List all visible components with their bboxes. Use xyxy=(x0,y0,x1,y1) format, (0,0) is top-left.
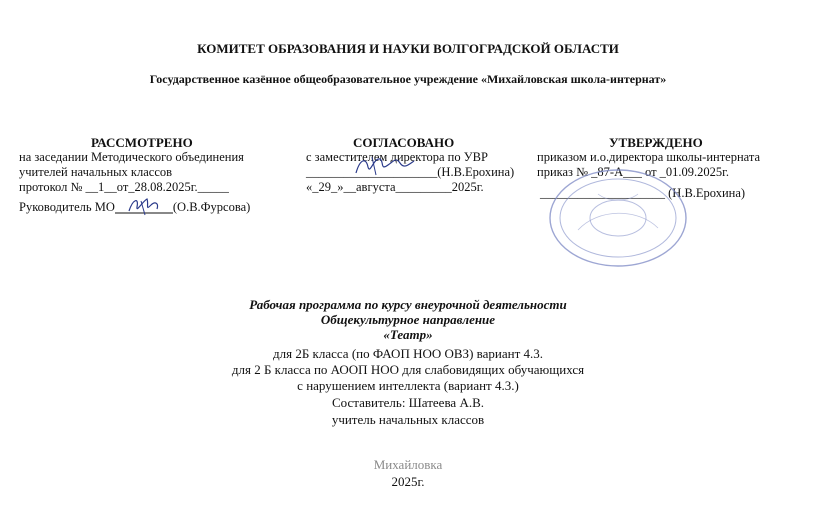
signature-fursova xyxy=(115,195,173,221)
program-class-line3: с нарушением интеллекта (вариант 4.3.) xyxy=(297,378,519,393)
institution-name: Государственное казённое общеобразовательное учреждение «Михайловская школа-интернат» xyxy=(149,72,667,86)
program-title: Рабочая программа по курсу внеурочной деятельности xyxy=(249,297,567,312)
program-class-line: для 2Б класса (по ФАОП НОО ОВЗ) вариант 4.3. xyxy=(272,346,543,361)
agreed-signature-row xyxy=(306,165,514,180)
reviewed-head-name: (О.В.Фурсова) xyxy=(172,199,251,214)
reviewed-head-prefix: Руководитель МО xyxy=(19,199,115,214)
program-name: «Театр» xyxy=(383,327,433,342)
footer-city: Михайловка xyxy=(373,457,443,472)
agreed-signature-line: _____________________(Н.В.Ерохина) xyxy=(306,165,515,179)
signature-erokhina-1 xyxy=(350,153,420,183)
program-direction: Общекультурное направление xyxy=(320,312,496,327)
program-author-role: учитель начальных классов xyxy=(331,412,485,427)
program-class-line2: для 2 Б класса по АООП НОО для слабовидящих обучающихся xyxy=(231,362,585,377)
approved-signature-line: ____________________ (Н.В.Ерохина) xyxy=(540,186,746,200)
committee-title: КОМИТЕТ ОБРАЗОВАНИЯ И НАУКИ ВОЛГОГРАДСКОЙ ОБЛАСТИ xyxy=(197,41,619,56)
agreed-block xyxy=(306,135,514,195)
reviewed-line1: на заседании Методического объединения xyxy=(19,150,244,164)
reviewed-block xyxy=(19,135,250,221)
agreed-title: СОГЛАСОВАНО xyxy=(353,135,455,150)
approved-line1: приказом и.о.директора школы-интерната xyxy=(537,150,761,164)
reviewed-line2: учителей начальных классов xyxy=(19,165,173,179)
approved-title: УТВЕРЖДЕНО xyxy=(609,135,703,150)
reviewed-protocol: протокол № __1__от_28.08.2025г._____ xyxy=(19,180,229,194)
reviewed-head-line xyxy=(19,195,250,221)
program-author: Составитель: Шатеева А.В. xyxy=(331,395,484,410)
approved-order: приказ № _87-А___ от _01.09.2025г. xyxy=(537,165,730,179)
agreed-date: «_29_»__августа_________2025г. xyxy=(306,180,484,194)
stamp-seal xyxy=(548,168,688,273)
reviewed-title: РАССМОТРЕНО xyxy=(91,135,193,150)
agreed-line1: с заместителем директора по УВР xyxy=(306,150,488,164)
footer-year: 2025г. xyxy=(391,474,425,489)
